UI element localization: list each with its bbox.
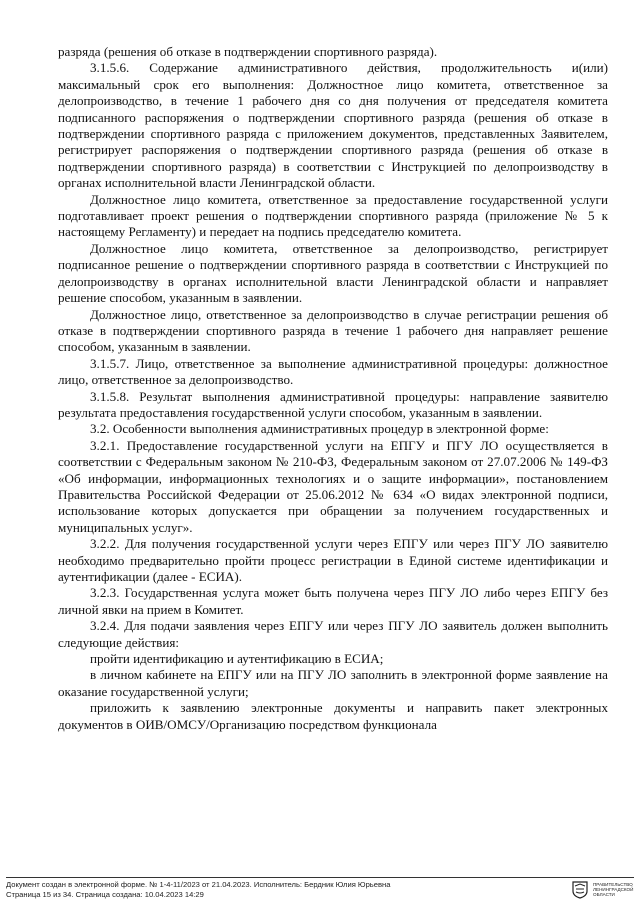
page-footer [6,877,634,901]
footer-logo-text: ПРАВИТЕЛЬСТВО ЛЕНИНГРАДСКОЙ ОБЛАСТИ [593,882,634,898]
paragraph: 3.2.1. Предоставление государственной услуги на ЕПГУ и ПГУ ЛО осуществляется в соответствии с Федеральным законом № 210-ФЗ, Федеральным законом от 27.07.2006 № 149-ФЗ «Об информации, информационных технологиях и о защите информации», постановлением Правительства Российской Федерации от 25.06.2012 № 634 «О видах электронной подписи, использование которых допускается при обращении за получением государственных и муниципальных услуг». [58,437,608,535]
leningrad-region-emblem-icon [572,881,588,899]
document-body [58,44,608,733]
paragraph: 3.2.2. Для получения государственной услуги через ЕПГУ или через ПГУ ЛО заявителю необходимо предварительно пройти процесс регистрации в Единой системе идентификации и аутентификации (далее - ЕСИА). [58,536,608,584]
footer-divider [6,877,634,878]
footer-page-info: Страница 15 из 34. Страница создана: 10.04.2023 14:29 [6,889,204,899]
paragraph: приложить к заявлению электронные документы и направить пакет электронных документов в ОИВ/ОМСУ/Организацию посредством функционала [58,700,608,732]
paragraph: Должностное лицо комитета, ответственное за предоставление государственной услуги подготавливает проект решения о подтверждении спортивного разряда (приложение № 5 к настоящему Регламенту) и передает на подпись председателю комитета. [58,191,608,240]
paragraph: Должностное лицо, ответственное за делопроизводство в случае регистрации решения об отказе в подтверждении спортивного разряда в течение 1 рабочего дня направляет решение способом, указанным в заявлении. [58,306,608,355]
paragraph: 3.2.3. Государственная услуга может быть получена через ПГУ ЛО либо через ЕПГУ без личной явки на прием в Комитет. [58,585,608,617]
footer-document-info: Документ создан в электронной форме. № 1-4-11/2023 от 21.04.2023. Исполнитель: Бердник Юлия Юрьевна [6,880,391,889]
paragraph: в личном кабинете на ЕПГУ или на ПГУ ЛО заполнить в электронной форме заявление на оказание государственной услуги; [58,667,608,699]
paragraph: Должностное лицо комитета, ответственное за делопроизводство, регистрирует подписанное решение о подтверждении спортивного разряда в соответствии с Инструкцией по делопроизводству в органах исполнительной власти Ленинградской области и направляет решение способом, указанным в заявлении. [58,240,608,306]
paragraph: 3.1.5.8. Результат выполнения административной процедуры: направление заявителю результата предоставления государственной услуги способом, указанным в заявлении. [58,388,608,420]
paragraph: пройти идентификацию и аутентификацию в ЕСИА; [90,651,384,667]
footer-logo [572,880,634,900]
paragraph: 3.1.5.6. Содержание административного действия, продолжительность и(или) максимальный срок его выполнения: Должностное лицо комитета, ответственное за делопроизводство, в течение 1 рабочего дня со дня получения от председателя комитета подписанного распоряжения о подтверждении спортивного разряда (решения об отказе в подтверждении спортивного разряда с приложением документов, представленных Заявителем, регистрирует распоряжения о подтверждении спортивного разряда (решения об отказе в подтверждении спортивного разряда) в соответствии с Инструкцией по делопроизводству в органах исполнительной власти Ленинградской области. [58,60,608,191]
paragraph: 3.2. Особенности выполнения административных процедур в электронной форме: [90,421,549,437]
paragraph: 3.2.4. Для подачи заявления через ЕПГУ или через ПГУ ЛО заявитель должен выполнить следующие действия: [58,618,608,650]
footer-info [6,880,390,899]
paragraph: 3.1.5.7. Лицо, ответственное за выполнение административной процедуры: должностное лицо, ответственное за делопроизводство. [58,355,608,388]
paragraph: разряда (решения об отказе в подтверждении спортивного разряда). [58,44,438,59]
